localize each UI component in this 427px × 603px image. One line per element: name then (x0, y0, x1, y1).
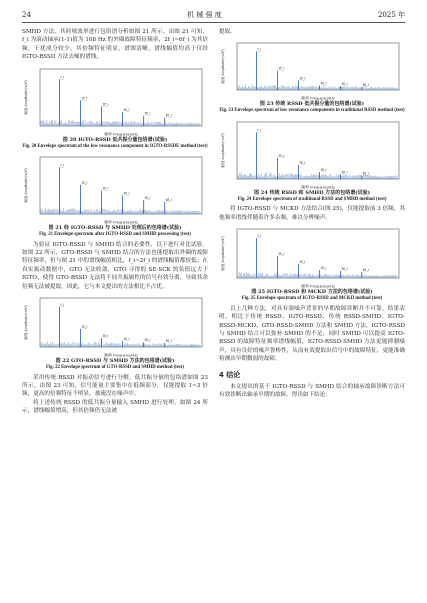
y-axis-label: 幅值 Amplitude/(m/s²) (221, 133, 225, 168)
page-header (22, 8, 405, 22)
figure-caption-cn: 图 23 传统 RSSD 低共振分量的包络谱(试验) (259, 101, 365, 108)
plot-frame (237, 122, 399, 179)
figure-caption-en: Fig. 23 Envelope spectrum of low resonance components in traditional RSSD method (test) (219, 108, 405, 114)
figure-caption-cn: 图 22 GTO-RSSD 与 SMHD 方法的包络谱(试验) (55, 358, 175, 365)
peak-label: 3f_i (102, 334, 109, 339)
peak-label: 2f_i (81, 181, 88, 186)
section-heading: 4 结论 (219, 370, 241, 379)
peak-label: 4f_i (123, 191, 130, 196)
x-axis-label: 频率 Frequency/Hz (300, 184, 336, 190)
issue-year: 2025 年 (377, 11, 405, 19)
figure-caption-cn: 图 25 IGTO-RSSD 和 MCKD 方法的包络谱(试验) (251, 289, 373, 296)
chart-fig20 (22, 65, 208, 137)
paragraph: 将 IGTO-RSSD 与 MCKD 方法结合(图 25)，仅能提取前 3 倍频，其他频率谱线伴随着许多杂频，难以分辨噪声。 (219, 206, 405, 221)
paragraph: 采用传统 RSSD 对振动信号进行分解，低共振分量的包络谱如图 23 所示。由图 23 可知，信号能量主要集中在低频部分，仅能提取 1~3 倍频，更高的倍频特征不明显，被淹没在噪声中。 (22, 374, 208, 398)
peak-label: 4f_i (320, 81, 327, 86)
peak-label: 6f_i (362, 83, 369, 88)
chart-fig24 (219, 118, 405, 190)
chart-fig25 (219, 225, 405, 289)
plot-frame (40, 69, 202, 126)
chart-fig22 (22, 294, 208, 358)
paragraph: 本文提出的基于 IGTO-RSSD 与 SMHD 结合的轴承故障诊断方法可有效诊断出轴承早期的故障。得出如下结论： (219, 383, 405, 398)
y-axis-label: 幅值 Amplitude/(m/s²) (24, 168, 28, 203)
peak-label: 4f_i (123, 337, 130, 342)
figure-22 (22, 294, 208, 372)
figure-25 (219, 225, 405, 303)
page-number: 24 (22, 11, 31, 19)
peak-label: 3f_i (102, 186, 109, 191)
chart-fig21 (22, 153, 208, 225)
y-axis-label: 幅值 Amplitude/(m/s²) (221, 236, 225, 271)
peak-label: 3f_i (299, 260, 306, 265)
x-axis-label: 频率 Frequency/Hz (103, 131, 139, 137)
peak-label: 2f_i (278, 252, 285, 257)
peak-label: 5f_i (341, 266, 348, 271)
x-axis-label: 频率 Frequency/Hz (300, 283, 336, 289)
peak-label: 5f_i (341, 82, 348, 87)
figure-caption-en: Fig. 20 Envelope spectrum of the low resonance component in IGTO-RSSDE method (test) (22, 143, 208, 149)
paragraph: SMHD 方法，其时域波形进行包络谱分析如图 21 所示。由图 21 可知，f_i 为滚动轴承(1-1)值为 108 Hz 的外圈故障特征频率，2f_i~6f_i 为其倍频，干扰成分较少，其倍频特征明显，谱图清晰，谱线幅值均高于仅经 IGTO-RSSD 方法去噪的谱线。 (22, 29, 208, 61)
figure-caption-cn: 图 20 IGTO-RSSD 低共振分量包络谱(试验) (62, 136, 168, 143)
paragraph: 将上述传统 RSSD 的低共振分量输入 SMHD 进行处理，如图 24 所示，谱线幅值增高，但其倍频仍无法被 (22, 399, 208, 415)
peak-label: 4f_i (123, 107, 130, 112)
peak-label: 3f_i (299, 160, 306, 165)
figure-caption-cn: 图 21 经 IGTO-RSSD 与 SMHD 处理后的包络谱(试验) (48, 225, 182, 232)
peak-label: 6f_i (362, 171, 369, 176)
x-axis-label: 频率 Frequency/Hz (300, 95, 336, 101)
figure-caption-en: Fig. 24 Envelope spectrum of traditional RSSD and SMHD method (test) (237, 196, 387, 202)
peak-label: f_i (60, 302, 65, 307)
peak-label: 6f_i (165, 339, 172, 344)
plot-frame (40, 157, 202, 214)
peak-label: 6f_i (165, 197, 172, 202)
peak-label: 3f_i (299, 76, 306, 81)
left-column (22, 28, 208, 416)
right-column (219, 28, 405, 399)
header-rule (22, 22, 405, 23)
peak-label: f_i (257, 128, 262, 133)
figure-24 (219, 118, 405, 204)
peak-label: 2f_i (81, 324, 88, 329)
peak-label: f_i (257, 47, 262, 52)
peak-label: 3f_i (102, 101, 109, 106)
peak-label: 5f_i (144, 196, 151, 201)
y-axis-label: 幅值 Amplitude/(m/s²) (24, 305, 28, 340)
peak-label: 5f_i (144, 111, 151, 116)
peak-label: f_i (60, 74, 65, 79)
journal-name: 机 械 强 度 (187, 11, 222, 19)
peak-label: f_i (60, 163, 65, 168)
peak-label: 6f_i (362, 268, 369, 273)
peak-label: 4f_i (320, 266, 327, 271)
paragraph: 为验证 IGTO-RSSD 与 SMHD 结合的必要性，以下进行对比试验。如图 22 所示，GTO-RSSD 与 SMHD 结合的方法也能提取出外圈的故障特征频率，但与图 21 中的谱线幅值相比，f_i~2f_i 的谱线幅值都较低；在真实振动数据中，GTO 无法收敛，GTO 寻得的 SE-SCK 的负值远大于 IGTO，使得 GTO-RSSD 无法将不同共振属性的信号有效分离，导致其余倍频无法被提取。因此，它与本文提出的方法相比不占优。 (22, 241, 208, 290)
peak-label: 2f_i (278, 153, 285, 158)
y-axis-label: 幅值 Amplitude/(m/s²) (24, 79, 28, 115)
x-axis-label: 频率 Frequency/Hz (103, 352, 139, 358)
figure-23 (219, 39, 405, 115)
paragraph: 以上几种方法，对具有强噪声背景的早期故障诊断并不可靠。结果表明，相比于传统 RSSD、IGTO-RSSD、传统 RSSD-SMHD、IGTO-RSSD-MCKD、GTO-RSSD-SMHD 方法和 SMHD 方法，IGTO-RSSD 与 SMHD 结合可以弥补 SMHD 的不足，同时 SMHD 可以提高 IGTO-RSSD 的故障特征频率谱线幅值，IGTO-RSSD-SMHD 方法更能抑制噪声，具有良好的噪声鲁棒性，从而有效提取出信号中的故障特征，更能准确检测出早期微弱的故障。 (219, 305, 405, 363)
figure-21 (22, 153, 208, 239)
figure-caption-cn: 图 24 传统 RSSD 和 SMHD 方法的包络谱(试验) (254, 189, 370, 196)
peak-label: f_i (257, 234, 262, 239)
figure-20 (22, 65, 208, 151)
x-axis-label: 频率 Frequency/Hz (103, 219, 139, 225)
figure-caption-en: Fig. 22 Envelope spectrum of GTO-RSSD and SMHD method (test) (46, 365, 184, 371)
peak-label: 5f_i (341, 170, 348, 175)
peak-label: 2f_i (278, 67, 285, 72)
peak-label: 2f_i (81, 95, 88, 100)
chart-fig23 (219, 39, 405, 101)
figure-caption-en: Fig. 25 Envelope spectrum of IGTO-RSSD and MCKD method (test) (241, 296, 383, 302)
plot-frame (40, 298, 202, 347)
paragraph: 提取。 (219, 29, 236, 35)
y-axis-label: 幅值 Amplitude/(m/s²) (221, 49, 225, 85)
peak-label: 5f_i (144, 338, 151, 343)
figure-caption-en: Fig. 21 Envelope spectrum after IGTO-RSSD and SMHD processing (test) (39, 232, 191, 238)
plot-frame (237, 229, 399, 278)
peak-label: 6f_i (165, 113, 172, 118)
peak-label: 4f_i (320, 167, 327, 172)
plot-frame (237, 43, 399, 90)
